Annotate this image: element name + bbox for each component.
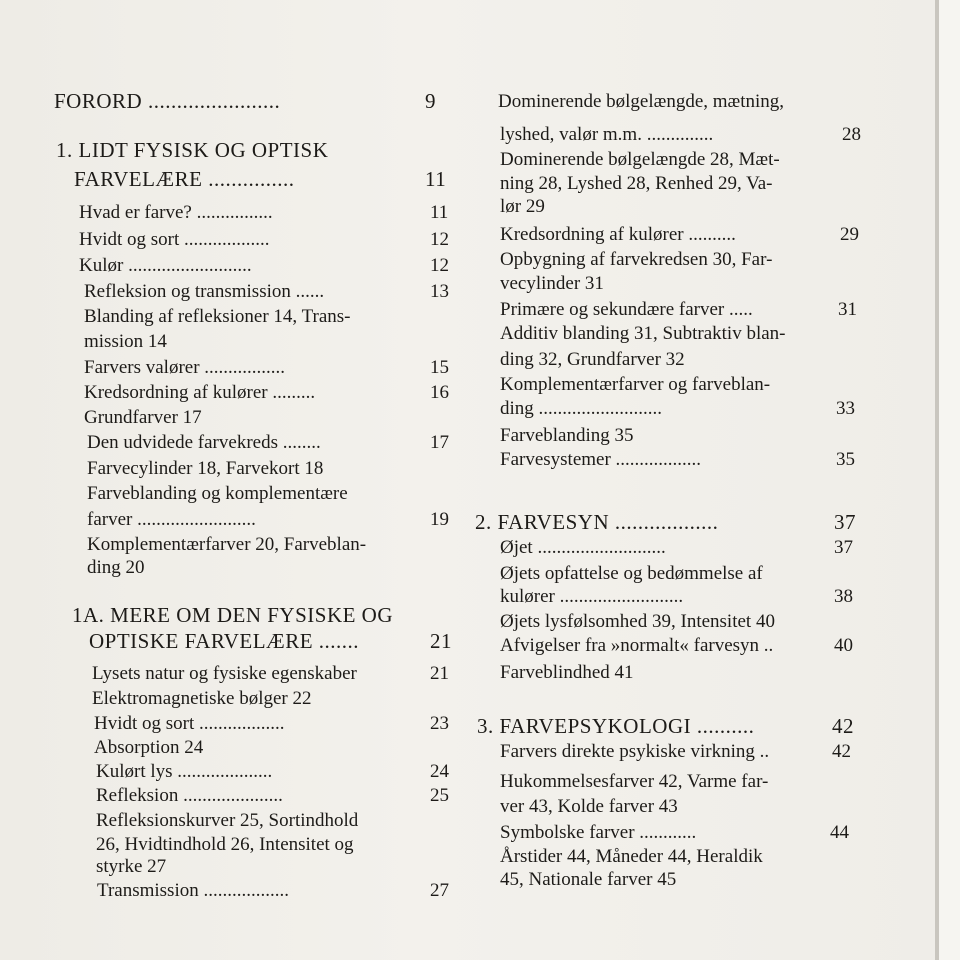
toc-entry-page-number: 38	[834, 586, 853, 607]
toc-entry-label: ding 20	[87, 557, 145, 578]
toc-entry-page-number: 25	[430, 785, 449, 806]
toc-entry-page-number: 12	[430, 229, 449, 250]
toc-entry-page-number: 11	[425, 167, 447, 191]
toc-entry-label: 2. FARVESYN ..................	[475, 510, 719, 534]
toc-entry-page-number: 29	[840, 224, 859, 245]
toc-entry-label: lør 29	[500, 196, 545, 217]
toc-entry-label: Dominerende bølgelængde, mætning,	[498, 91, 785, 112]
toc-entry-label: Kulørt lys ....................	[96, 761, 273, 782]
toc-entry-label: Øjet ...........................	[500, 537, 666, 558]
toc-entry-page-number: 35	[836, 449, 855, 470]
toc-entry-page-number: 16	[430, 382, 449, 403]
toc-entry-label: kulører ..........................	[500, 586, 684, 607]
toc-entry-label: Farvesystemer ..................	[500, 449, 702, 470]
toc-entry-label: 3. FARVEPSYKOLOGI ..........	[477, 714, 755, 738]
toc-entry-label: Symbolske farver ............	[500, 822, 697, 843]
toc-entry-label: Årstider 44, Måneder 44, Heraldik	[500, 846, 763, 867]
toc-entry-page-number: 17	[430, 432, 449, 453]
toc-entry-label: styrke 27	[96, 856, 167, 877]
toc-entry-label: vecylinder 31	[500, 273, 604, 294]
toc-entry-label: FARVELÆRE ...............	[74, 167, 295, 191]
toc-entry-label: ding ..........................	[500, 398, 663, 419]
toc-entry-page-number: 21	[430, 629, 452, 653]
toc-entry-page-number: 40	[834, 635, 853, 656]
toc-entry-label: Farveblanding og komplementære	[87, 483, 348, 504]
toc-entry-label: 1. LIDT FYSISK OG OPTISK	[56, 138, 329, 162]
toc-entry-label: lyshed, valør m.m. ..............	[500, 124, 714, 145]
toc-entry-label: Refleksionskurver 25, Sortindhold	[96, 810, 359, 831]
toc-entry-label: Hvidt og sort ..................	[79, 229, 270, 250]
toc-entry-page-number: 28	[842, 124, 861, 145]
toc-entry-label: Elektromagnetiske bølger 22	[92, 688, 312, 709]
toc-entry-label: Farvecylinder 18, Farvekort 18	[87, 458, 324, 479]
toc-entry-page-number: 44	[830, 822, 849, 843]
toc-entry-label: Komplementærfarver og farveblan-	[500, 374, 771, 395]
toc-entry-page-number: 23	[430, 713, 449, 734]
toc-entry-label: Den udvidede farvekreds ........	[87, 432, 321, 453]
toc-entry-label: Farveblanding 35	[500, 425, 634, 446]
toc-entry-label: Kredsordning af kulører ..........	[500, 224, 736, 245]
toc-entry-page-number: 9	[425, 89, 436, 113]
toc-entry-label: Øjets lysfølsomhed 39, Intensitet 40	[500, 611, 775, 632]
toc-entry-label: ver 43, Kolde farver 43	[500, 796, 678, 817]
toc-entry-page-number: 42	[832, 741, 851, 762]
toc-entry-label: Refleksion .....................	[96, 785, 283, 806]
toc-entry-page-number: 24	[430, 761, 449, 782]
toc-entry-page-number: 37	[834, 510, 856, 534]
toc-entry-label: Farvers direkte psykiske virkning ..	[500, 741, 770, 762]
toc-entry-label: Farvers valører .................	[84, 357, 286, 378]
toc-entry-label: Kulør ..........................	[79, 255, 252, 276]
toc-entry-label: Lysets natur og fysiske egenskaber	[92, 663, 357, 684]
toc-entry-label: Transmission ..................	[97, 880, 289, 901]
toc-entry-label: Primære og sekundære farver .....	[500, 299, 753, 320]
toc-entry-label: farver .........................	[87, 509, 256, 530]
toc-entry-label: Refleksion og transmission ......	[84, 281, 325, 302]
toc-entry-page-number: 12	[430, 255, 449, 276]
toc-entry-label: Grundfarver 17	[84, 407, 202, 428]
toc-entry-label: Dominerende bølgelængde 28, Mæt-	[500, 149, 780, 170]
toc-entry-page-number: 31	[838, 299, 857, 320]
toc-entry-label: Kredsordning af kulører .........	[84, 382, 316, 403]
toc-entry-label: 45, Nationale farver 45	[500, 869, 677, 890]
toc-entry-label: OPTISKE FARVELÆRE .......	[89, 629, 360, 653]
toc-entry-label: Afvigelser fra »normalt« farvesyn ..	[500, 635, 774, 656]
toc-entry-page-number: 21	[430, 663, 449, 684]
toc-entry-page-number: 13	[430, 281, 449, 302]
toc-entry-label: Hukommelsesfarver 42, Varme far-	[500, 771, 769, 792]
toc-entry-label: Farveblindhed 41	[500, 662, 634, 683]
toc-entry-label: Additiv blanding 31, Subtraktiv blan-	[500, 323, 786, 344]
toc-entry-label: Hvad er farve? ................	[79, 202, 273, 223]
toc-entry-page-number: 15	[430, 357, 449, 378]
toc-entry-label: Blanding af refleksioner 14, Trans-	[84, 306, 351, 327]
toc-entry-label: Opbygning af farvekredsen 30, Far-	[500, 249, 773, 270]
toc-entry-page-number: 27	[430, 880, 449, 901]
toc-entry-page-number: 42	[832, 714, 854, 738]
toc-entry-label: ding 32, Grundfarver 32	[500, 349, 685, 370]
toc-entry-label: Hvidt og sort ..................	[94, 713, 285, 734]
toc-entry-label: Absorption 24	[94, 737, 204, 758]
toc-entry-label: Øjets opfattelse og bedømmelse af	[500, 563, 763, 584]
adjacent-page-edge	[939, 0, 960, 960]
toc-entry-page-number: 33	[836, 398, 855, 419]
toc-entry-page-number: 19	[430, 509, 449, 530]
toc-entry-label: FORORD .......................	[54, 89, 281, 113]
toc-entry-label: ning 28, Lyshed 28, Renhed 29, Va-	[500, 173, 773, 194]
toc-entry-label: Komplementærfarver 20, Farveblan-	[87, 534, 367, 555]
toc-entry-label: mission 14	[84, 331, 167, 352]
toc-entry-label: 1A. MERE OM DEN FYSISKE OG	[72, 603, 394, 627]
toc-entry-page-number: 11	[430, 202, 449, 223]
toc-entry-page-number: 37	[834, 537, 853, 558]
toc-entry-label: 26, Hvidtindhold 26, Intensitet og	[96, 834, 354, 855]
